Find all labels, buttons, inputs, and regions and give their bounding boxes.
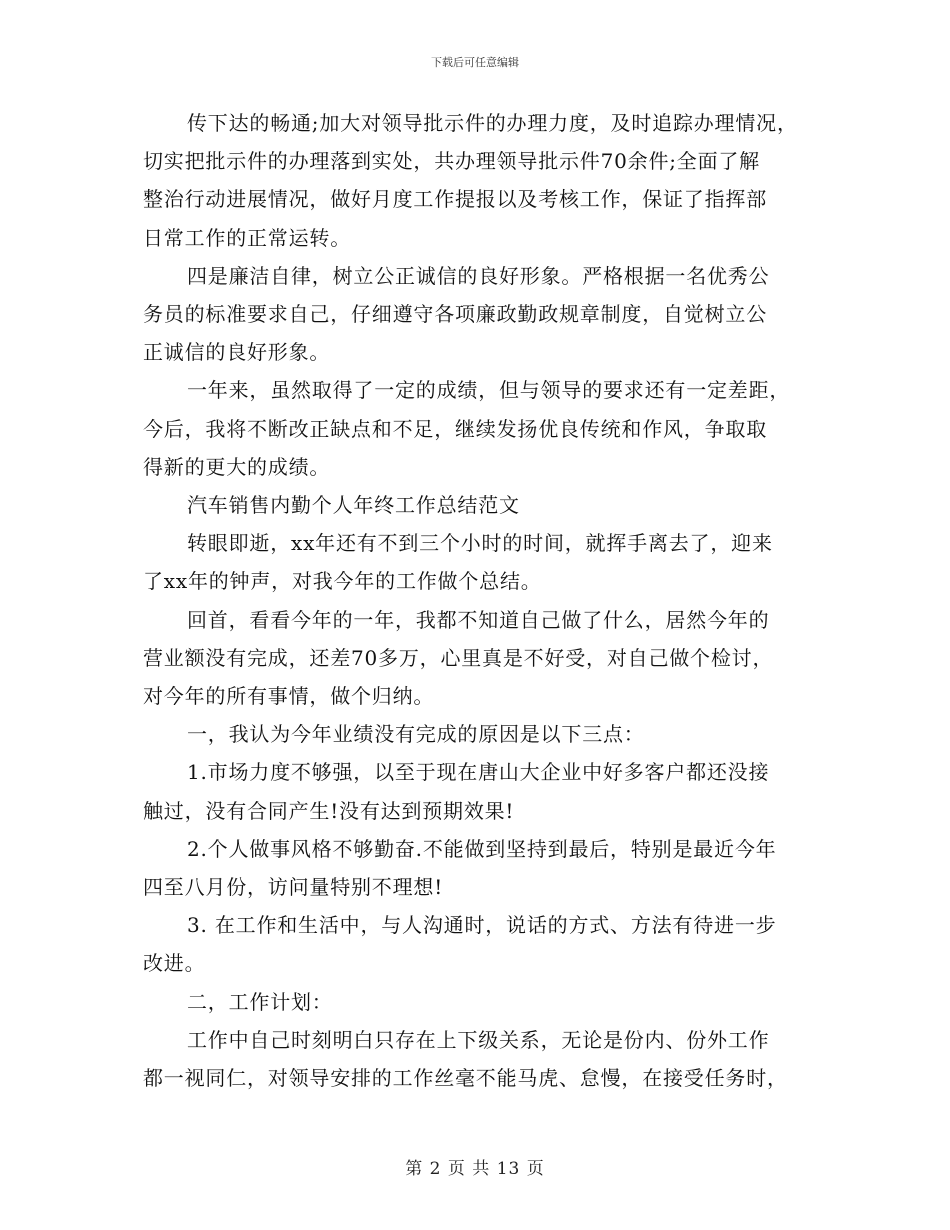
text-line: 一，我认为今年业绩没有完成的原因是以下三点： [187,722,645,747]
text-line: 务员的标准要求自己，仔细遵守各项廉政勤政规章制度，自觉树立公 [143,302,767,326]
text-line: 二，工作计划： [187,989,333,1014]
text-line: 日常工作的正常运转。 [143,225,351,250]
page-header-note: 下载后可任意编辑 [431,56,519,69]
text-line: 对今年的所有事情，做个归纳。 [143,684,435,708]
text-line: 工作中自己时刻明白只存在上下级关系，无论是份内、份外工作 [187,1027,770,1052]
text-line: 3. 在工作和生活中，与人沟通时，说话的方式、方法有待进一步 [187,913,777,938]
text-line: 一年来，虽然取得了一定的成绩，但与领导的要求还有一定差距， [187,378,791,403]
text-line: 改进。 [143,951,206,976]
page-number-footer: 第 2 页 共 13 页 [405,1159,545,1179]
text-line: 汽车销售内勤个人年终工作总结范文 [187,493,520,517]
text-line: 切实把批示件的办理落到实处，共办理领导批示件70余件;全面了解 [143,149,760,174]
text-line: 今后，我将不断改正缺点和不足，继续发扬优良传统和作风，争取取 [143,416,767,441]
text-line: 整治行动进展情况，做好月度工作提报以及考核工作，保证了指挥部 [143,187,767,212]
text-line: 1.市场力度不够强，以至于现在唐山大企业中好多客户都还没接 [187,760,770,785]
text-line: 四是廉洁自律，树立公正诚信的良好形象。严格根据一名优秀公 [187,263,770,288]
text-line: 回首，看看今年的一年，我都不知道自己做了什么，居然今年的 [187,607,770,632]
text-line: 触过，没有合同产生!没有达到预期效果! [143,798,515,823]
text-line: 了xx年的钟声，对我今年的工作做个总结。 [143,569,542,594]
text-line: 得新的更大的成绩。 [143,454,331,479]
text-line: 四至八月份，访问量特别不理想! [143,875,444,899]
text-line: 2.个人做事风格不够勤奋.不能做到坚持到最后，特别是最近今年 [187,836,777,861]
text-line: 正诚信的良好形象。 [143,340,331,365]
text-line: 转眼即逝，xx年还有不到三个小时的时间，就挥手离去了，迎来 [187,531,773,556]
text-line: 都一视同仁，对领导安排的工作丝毫不能马虎、怠慢，在接受任务时， [143,1066,788,1090]
text-line: 营业额没有完成，还差70多万，心里真是不好受，对自己做个检讨， [143,645,774,670]
text-line: 传下达的畅通;加大对领导批示件的办理力度，及时追踪办理情况， [187,111,798,135]
